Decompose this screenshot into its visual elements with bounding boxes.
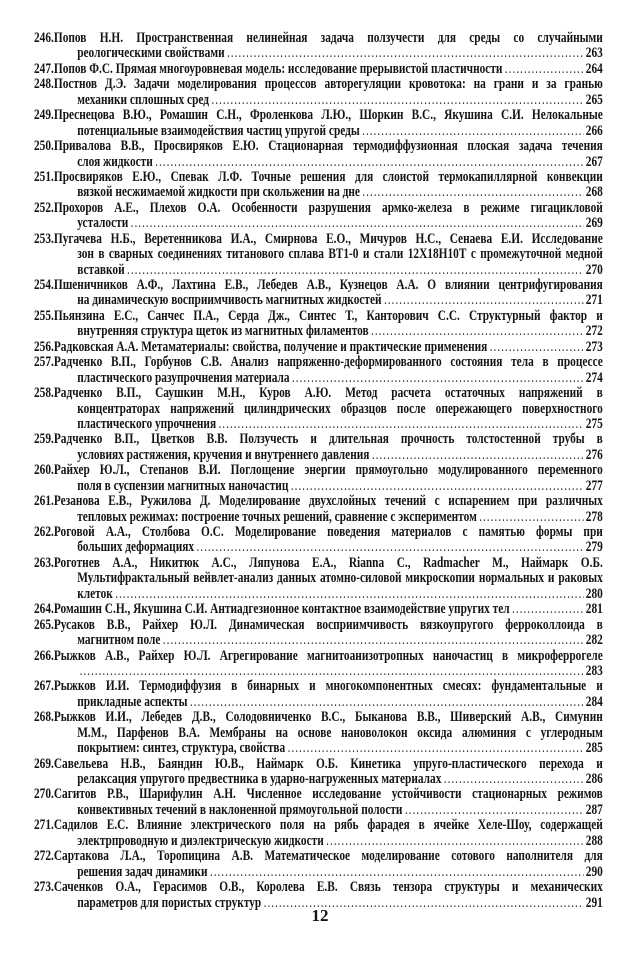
entry-title-segment: слоя жидкости <box>77 153 153 170</box>
entry-title-text: Рыжков И.И. Термодиффузия в бинарных и многокомпонентных смесях: фундаментальные и <box>53 679 603 695</box>
toc-entry-leader-line <box>34 263 603 278</box>
toc-entry-line <box>34 649 603 664</box>
entry-page-number: 283 <box>585 662 603 679</box>
entry-number: 263. <box>34 555 54 571</box>
entry-number: 259. <box>34 432 54 448</box>
toc-entry <box>34 618 603 649</box>
entry-title-text <box>77 263 124 278</box>
entry-title-text <box>77 772 441 787</box>
toc-entry-line <box>34 247 603 262</box>
entry-page-number: 271 <box>585 292 603 309</box>
toc-entry <box>34 77 603 108</box>
toc-entry-leader-line <box>34 155 603 170</box>
toc-entry-line <box>34 710 603 725</box>
entry-number: 271. <box>34 818 54 834</box>
entry-page-number: 286 <box>585 771 603 787</box>
toc-entry-line <box>34 679 603 694</box>
entry-page-number: 269 <box>585 215 603 232</box>
entry-title-text: Сартакова Л.А., Торопицина А.В. Математическое моделирование сотового наполнителя для <box>53 849 603 865</box>
entry-page-number: 287 <box>585 801 603 818</box>
toc-entry-leader-line <box>34 93 603 108</box>
entry-title-text <box>77 587 113 602</box>
entry-number: 246. <box>34 31 54 46</box>
entry-number: 247. <box>34 60 54 77</box>
toc-entry <box>34 494 603 525</box>
toc-entry-leader-line <box>34 741 603 756</box>
entry-title-text: Сагитов Р.В., Шарифулин А.Н. Численное исследование устойчивости стационарных режимов <box>53 787 603 803</box>
entry-title-text <box>77 293 381 308</box>
toc-entry-line <box>34 355 603 370</box>
leader-dots <box>211 93 583 108</box>
toc-entry <box>34 232 603 278</box>
toc-entry <box>34 386 603 432</box>
toc-entry-line <box>34 726 603 741</box>
entry-title-segment: прикладные аспекты <box>77 693 188 710</box>
entry-title-text: Привалова В.В., Просвиряков Е.Ю. Стационарная термодиффузионная плоская задача течения <box>53 139 603 155</box>
entry-title-text: Радченко В.П., Горбунов С.В. Анализ напряженно-деформированного состояния тела в процессе <box>53 355 603 371</box>
entry-title-text <box>77 124 360 139</box>
entry-number: 253. <box>34 231 54 247</box>
toc-entry-leader-line <box>34 479 603 494</box>
page-number: 12 <box>311 906 329 925</box>
entry-title-text <box>34 340 487 355</box>
toc-entry-leader-line <box>34 510 603 525</box>
toc-entry <box>34 710 603 756</box>
entry-title-segment: электрпроводную и диэлектрическую жидкости <box>77 832 324 849</box>
toc-entry <box>34 62 603 77</box>
entry-number: 252. <box>34 200 54 216</box>
entry-title-segment: усталости <box>77 215 129 232</box>
entry-title-segment: конвективных течений в наклоненной прямоугольной полости <box>77 801 403 818</box>
entry-title-text: Савельева Н.В., Баяндин Ю.В., Наймарк О.Б. Кинетика упруго-пластического перехода и <box>53 756 603 772</box>
toc-entry-line <box>34 571 603 586</box>
entry-title-segment: Попов Ф.С. Прямая многоуровневая модель: исследование прерывистой пластичности <box>53 60 503 77</box>
leader-dots <box>362 124 583 139</box>
toc-entry-leader-line <box>34 448 603 463</box>
entry-title-text: Постнов Д.Э. Задачи моделирования процессов авторегуляции кровотока: на грани и за гранью <box>53 77 603 93</box>
toc-entry <box>34 432 603 463</box>
entry-title-segment: больших деформациях <box>77 539 195 556</box>
entry-page-number: 272 <box>585 323 603 340</box>
entry-title-segment: реологическими свойствами <box>77 45 225 62</box>
toc-entry-line <box>34 494 603 509</box>
toc-entry <box>34 463 603 494</box>
table-of-contents <box>34 31 603 911</box>
toc-entry-leader-line <box>34 695 603 710</box>
leader-dots <box>155 155 583 170</box>
entry-title-segment: внутренняя структура щеток из магнитных филаментов <box>77 323 369 340</box>
entry-title-text <box>34 62 502 77</box>
leader-dots <box>505 62 584 77</box>
leader-dots <box>163 633 584 648</box>
leader-dots <box>219 417 584 432</box>
toc-entry <box>34 679 603 710</box>
toc-entry <box>34 818 603 849</box>
toc-entry-line <box>34 108 603 123</box>
leader-dots <box>326 834 583 849</box>
entry-title-text <box>77 479 288 494</box>
toc-entry-leader-line <box>34 216 603 231</box>
toc-entry-line <box>34 849 603 864</box>
entry-title-segment: условиях растяжения, кручения и внутреннего давления <box>77 446 370 463</box>
leader-dots <box>227 46 583 61</box>
entry-title-segment: поля в суспензии магнитных наночастиц <box>77 477 289 494</box>
entry-number: 255. <box>34 308 54 324</box>
toc-entry-leader-line <box>34 124 603 139</box>
entry-title-segment: пластического упрочнения <box>77 415 217 432</box>
entry-page-number: 268 <box>585 184 603 201</box>
toc-entry <box>34 201 603 232</box>
toc-entry-line <box>34 386 603 401</box>
entry-title-text <box>77 185 360 200</box>
entry-page-number: 263 <box>585 45 603 62</box>
toc-entry <box>34 849 603 880</box>
entry-number: 260. <box>34 463 54 479</box>
toc-entry-line <box>34 787 603 802</box>
entry-title-segment: параметров для пористых структур <box>77 894 262 911</box>
entry-page-number: 267 <box>585 153 603 170</box>
toc-entry-leader-line <box>34 185 603 200</box>
entry-title-segment: потенциальные взаимодействия частиц упругой среды <box>77 122 360 139</box>
entry-title-text <box>77 417 216 432</box>
entry-title-text: Пугачева Н.Б., Веретенникова И.А., Смирнова Е.О., Мичуров Н.С., Сенаева Е.И. Исследование <box>53 231 603 247</box>
entry-title-text: концентраторах напряжений цилиндрических образцов после опережающего поверхностного <box>77 401 603 417</box>
entry-number: 261. <box>34 494 54 510</box>
leader-dots <box>490 340 584 355</box>
entry-title-text <box>77 865 207 880</box>
toc-entry-line <box>34 818 603 833</box>
entry-title-text: Резанова Е.В., Ружилова Д. Моделирование двухслойных течений с испарением при различных <box>53 494 603 510</box>
toc-entry-leader-line <box>34 602 603 617</box>
entry-title-text: Рыжков А.В., Райхер Ю.Л. Агрегирование магнитоанизотропных наночастиц в микроферрогеле <box>53 648 603 664</box>
entry-page-number: 284 <box>585 693 603 710</box>
entry-page-number: 276 <box>585 446 603 463</box>
leader-dots <box>512 602 583 617</box>
leader-dots <box>372 448 584 463</box>
entry-title-segment: тепловых режимах: построение точных решений, сравнение с экспериментом <box>77 508 477 525</box>
entry-title-segment: покрытием: синтез, структура, свойства <box>77 740 286 757</box>
toc-entry-line <box>34 201 603 216</box>
toc-entry-leader-line <box>34 324 603 339</box>
entry-page-number: 274 <box>585 369 603 386</box>
entry-number: 265. <box>34 617 54 633</box>
toc-entry-line <box>34 278 603 293</box>
entry-title-text <box>77 695 187 710</box>
toc-entry-line <box>34 77 603 92</box>
entry-title-text: Саченков О.А., Герасимов О.В., Королева Е.В. Связь тензора структуры и механических <box>53 880 603 896</box>
toc-entry <box>34 787 603 818</box>
entry-number: 262. <box>34 525 54 540</box>
entry-title-text <box>77 803 402 818</box>
entry-number: 254. <box>34 278 54 293</box>
toc-entry-line <box>34 880 603 895</box>
leader-dots <box>371 324 583 339</box>
entry-title-segment: решения задач динамики <box>77 863 208 880</box>
toc-entry <box>34 355 603 386</box>
entry-title-segment: вязкой несжимаемой жидкости при скольжении на дне <box>77 184 360 201</box>
toc-entry <box>34 757 603 788</box>
entry-title-segment: Ромашин С.Н., Якушина С.И. Антиадгезионное контактное взаимодействие упругих тел <box>53 601 510 618</box>
entry-number: 266. <box>34 648 54 664</box>
toc-entry-leader-line <box>34 371 603 386</box>
leader-dots <box>291 479 584 494</box>
entry-page-number: 278 <box>585 508 603 525</box>
leader-dots <box>127 263 583 278</box>
entry-title-text <box>77 371 289 386</box>
entry-number: 248. <box>34 77 54 93</box>
toc-entry-leader-line <box>34 540 603 555</box>
entry-title-text <box>77 324 368 339</box>
entry-page-number: 264 <box>585 60 603 77</box>
toc-entry-leader-line <box>34 293 603 308</box>
entry-number: 273. <box>34 880 54 896</box>
toc-entry-line <box>34 402 603 417</box>
toc-entry-line <box>34 525 603 540</box>
entry-number: 257. <box>34 355 54 371</box>
leader-dots <box>190 695 584 710</box>
entry-title-text: Мультифрактальный вейвлет-анализ данных атомно-силовой микроскопии нормальных и раковых <box>77 571 603 587</box>
entry-title-segment: магнитном поле <box>77 632 161 649</box>
entry-number: 249. <box>34 108 54 124</box>
entry-number: 251. <box>34 169 54 185</box>
entry-page-number: 285 <box>585 740 603 757</box>
entry-title-text: Радченко В.П., Саушкин М.Н., Куров А.Ю. Метод расчета остаточных напряжений в <box>53 386 603 402</box>
entry-number: 267. <box>34 679 54 695</box>
entry-title-text: Пьянзина Е.С., Санчес П.А., Серда Дж., Синтес Т., Канторович С.С. Структурный фактор и <box>53 308 603 324</box>
toc-entry-line <box>34 618 603 633</box>
entry-page-number: 277 <box>585 477 603 494</box>
entry-page-number: 291 <box>585 894 603 911</box>
leader-dots <box>196 540 583 555</box>
toc-entry <box>34 525 603 556</box>
entry-page-number: 280 <box>585 585 603 602</box>
entry-title-text: Преснецова В.Ю., Ромашин С.Н., Фроленкова Л.Ю., Шоркин В.С., Якушина С.И. Нелокальные <box>53 108 603 124</box>
entry-title-text <box>77 46 224 61</box>
entry-title-text: Просвиряков Е.Ю., Спевак Л.Ф. Точные решения для слоистой термокапиллярной конвекции <box>53 169 603 185</box>
entry-title-segment: механики сплошных сред <box>77 91 210 108</box>
entry-title-text: Пшеничников А.Ф., Лахтина Е.В., Лебедев А.В., Кузнецов А.А. О влиянии центрифугирования <box>53 278 603 293</box>
leader-dots <box>405 803 584 818</box>
toc-entry-line <box>34 232 603 247</box>
entry-title-text: зон в сварных соединениях титанового сплава ВТ1-0 и стали 12Х18Н10Т с промежуточной медной <box>77 247 603 263</box>
entry-title-text: Роготнев А.А., Никитюк А.С., Ляпунова Е.А., Rianna C., Radmacher M., Наймарк О.Б. <box>53 555 603 571</box>
toc-entry <box>34 556 603 602</box>
leader-dots <box>292 371 583 386</box>
toc-entry-line <box>34 139 603 154</box>
toc-entry-line <box>34 31 603 46</box>
toc-entry-line <box>34 463 603 478</box>
entry-page-number: 282 <box>585 632 603 649</box>
entry-page-number: 275 <box>585 415 603 432</box>
entry-title-segment: релаксация упругого предвестника в ударно-нагруженных материалах <box>77 771 442 787</box>
entry-title-text <box>77 834 324 849</box>
entry-page-number: 270 <box>585 261 603 278</box>
entry-number: 269. <box>34 756 54 772</box>
leader-dots <box>384 293 583 308</box>
entry-number: 268. <box>34 710 54 726</box>
entry-title-text: Радченко В.П., Цветков В.В. Ползучесть и длительная прочность толстостенной трубы в <box>53 432 603 448</box>
toc-entry <box>34 649 603 680</box>
toc-entry-leader-line <box>34 803 603 818</box>
entry-title-text: М.М., Парфенов В.А. Мембраны на основе нановолокон оксида алюминия с углеродным <box>77 725 603 741</box>
entry-page-number: 265 <box>585 91 603 108</box>
toc-entry-leader-line <box>34 417 603 432</box>
entry-title-text: Русаков В.В., Райхер Ю.Л. Динамическая восприимчивость вязкоупругого ферроколлоида в <box>53 617 603 633</box>
leader-dots <box>115 587 583 602</box>
entry-number: 270. <box>34 787 54 803</box>
toc-entry <box>34 139 603 170</box>
entry-number: 250. <box>34 139 54 155</box>
leader-dots <box>131 216 584 231</box>
entry-page-number: 281 <box>585 601 603 618</box>
entry-number: 264. <box>34 601 54 618</box>
entry-title-text <box>77 155 153 170</box>
toc-entry-leader-line <box>34 633 603 648</box>
toc-entry <box>34 108 603 139</box>
toc-entry <box>34 31 603 62</box>
toc-entry-leader-line <box>34 46 603 61</box>
toc-entry <box>34 278 603 309</box>
entry-title-text <box>77 448 369 463</box>
toc-list <box>34 31 603 911</box>
toc-entry <box>34 170 603 201</box>
entry-title-text <box>77 741 285 756</box>
entry-title-text <box>34 602 510 617</box>
toc-entry-line <box>34 757 603 772</box>
toc-entry <box>34 340 603 355</box>
toc-entry-line <box>34 309 603 324</box>
entry-title-segment: Радковская А.А. Метаматериалы: свойства, получение и практические применения <box>53 338 488 355</box>
toc-entry-leader-line <box>34 587 603 602</box>
entry-title-segment: вставкой <box>77 261 125 278</box>
leader-dots <box>288 741 584 756</box>
entry-page-number: 290 <box>585 863 603 880</box>
leader-dots <box>479 510 583 525</box>
toc-entry-line <box>34 170 603 185</box>
entry-title-text: Садилов Е.С. Влияние электрического поля на рябь фарадея в ячейке Хеле-Шоу, содержащей <box>53 818 603 834</box>
entry-title-text: Попов Н.Н. Пространственная нелинейная задача ползучести для среды со случайными <box>53 31 603 46</box>
toc-entry-line <box>34 556 603 571</box>
entry-title-text <box>77 93 209 108</box>
entry-title-text: Прохоров А.Е., Плехов О.А. Особенности разрушения армко-железа в режиме гигацикловой <box>53 200 603 216</box>
entry-title-text: Рыжков И.И., Лебедев Д.В., Солодовниченко В.С., Быканова В.В., Шиверский А.В., Симунин <box>53 710 603 726</box>
toc-entry-leader-line <box>34 664 603 679</box>
leader-dots <box>210 865 583 880</box>
toc-entry-leader-line <box>34 865 603 880</box>
entry-number: 256. <box>34 338 54 355</box>
entry-number: 258. <box>34 386 54 402</box>
entry-title-text: Роговой А.А., Столбова О.С. Моделирование поведения материалов с памятью формы при <box>53 525 603 540</box>
entry-page-number: 288 <box>585 832 603 849</box>
toc-entry-leader-line <box>34 62 603 77</box>
toc-entry-leader-line <box>34 772 603 787</box>
leader-dots <box>80 664 584 679</box>
entry-title-text <box>77 540 194 555</box>
entry-title-text <box>77 510 477 525</box>
entry-number: 272. <box>34 849 54 865</box>
entry-title-text: Райхер Ю.Л., Степанов В.И. Поглощение энергии прямоугольно модулированного переменного <box>53 463 603 479</box>
toc-entry-line <box>34 432 603 447</box>
toc-entry-leader-line <box>34 340 603 355</box>
entry-page-number: 266 <box>585 122 603 139</box>
toc-entry <box>34 602 603 617</box>
toc-entry <box>34 309 603 340</box>
toc-entry-leader-line <box>34 834 603 849</box>
entry-page-number: 273 <box>585 338 603 355</box>
leader-dots <box>362 185 583 200</box>
entry-title-segment: клеток <box>77 585 113 602</box>
entry-title-segment: на динамическую восприимчивость магнитных жидкостей <box>77 292 382 309</box>
entry-title-text <box>77 216 128 231</box>
leader-dots <box>444 772 584 787</box>
entry-title-segment: пластического разупрочнения материала <box>77 369 290 386</box>
entry-title-text <box>77 633 160 648</box>
entry-page-number: 279 <box>585 539 603 556</box>
